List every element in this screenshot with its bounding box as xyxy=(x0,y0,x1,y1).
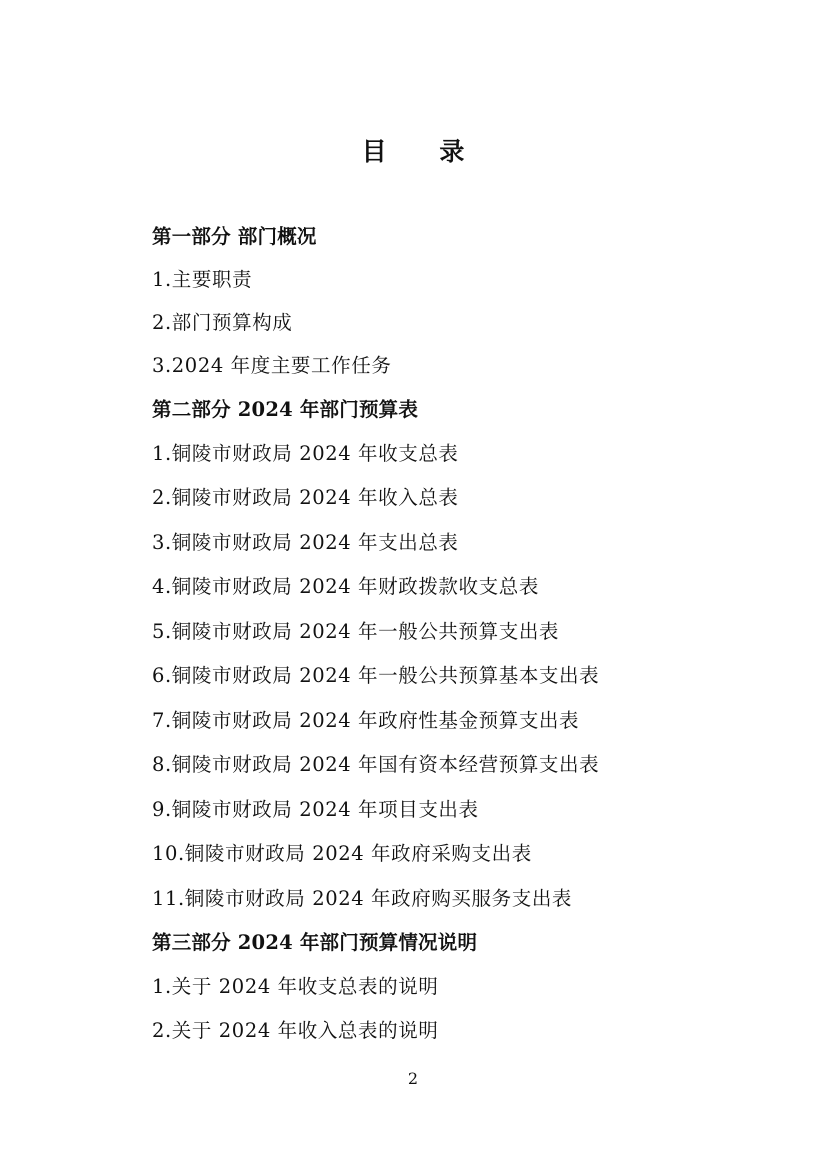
toc-item: 1.主要职责 xyxy=(152,268,253,291)
toc-item: 7.铜陵市财政局 2024 年政府性基金预算支出表 xyxy=(152,709,580,732)
toc-item: 5.铜陵市财政局 2024 年一般公共预算支出表 xyxy=(152,620,560,643)
toc-section-heading: 第二部分 2024 年部门预算表 xyxy=(152,398,419,421)
toc-item: 4.铜陵市财政局 2024 年财政拨款收支总表 xyxy=(152,575,539,598)
page-number: 2 xyxy=(407,1069,419,1088)
toc-item: 2.部门预算构成 xyxy=(152,311,293,334)
toc-section-heading: 第三部分 2024 年部门预算情况说明 xyxy=(152,931,478,954)
toc-item: 3.2024 年度主要工作任务 xyxy=(152,354,392,377)
toc-item: 1.关于 2024 年收支总表的说明 xyxy=(152,975,439,998)
toc-item: 2.铜陵市财政局 2024 年收入总表 xyxy=(152,486,459,509)
toc-item: 6.铜陵市财政局 2024 年一般公共预算基本支出表 xyxy=(152,664,600,687)
toc-item: 9.铜陵市财政局 2024 年项目支出表 xyxy=(152,798,479,821)
toc-item: 1.铜陵市财政局 2024 年收支总表 xyxy=(152,442,459,465)
toc-section-heading: 第一部分 部门概况 xyxy=(152,225,317,248)
toc-item: 2.关于 2024 年收入总表的说明 xyxy=(152,1019,439,1042)
toc-item: 11.铜陵市财政局 2024 年政府购买服务支出表 xyxy=(152,887,573,910)
toc-item: 3.铜陵市财政局 2024 年支出总表 xyxy=(152,531,459,554)
page-title: 目 录 xyxy=(361,137,487,166)
toc-item: 10.铜陵市财政局 2024 年政府采购支出表 xyxy=(152,842,532,865)
toc-item: 8.铜陵市财政局 2024 年国有资本经营预算支出表 xyxy=(152,753,600,776)
